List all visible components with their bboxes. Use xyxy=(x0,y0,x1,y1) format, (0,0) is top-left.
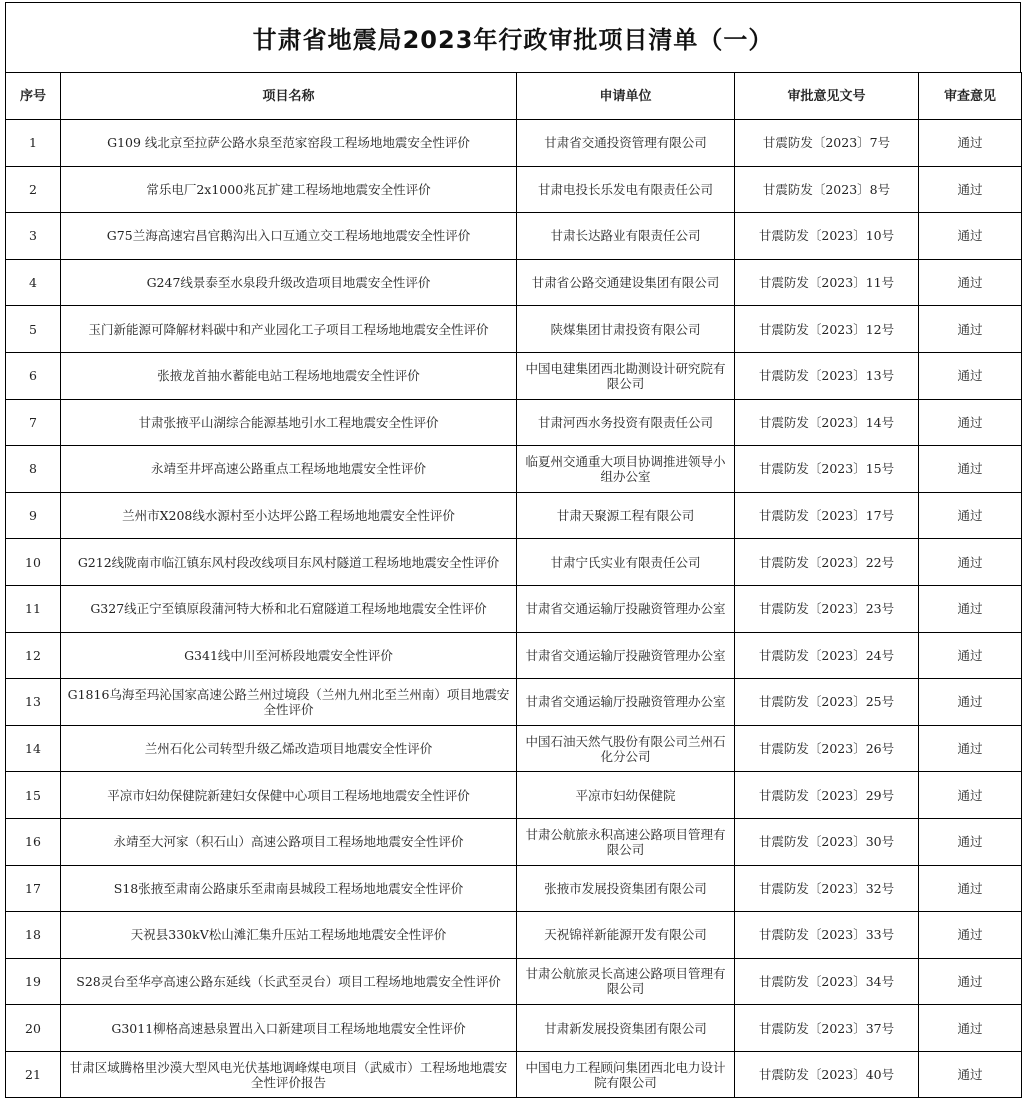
table-row xyxy=(6,213,1022,260)
header-approval-doc-number: 审批意见文号 xyxy=(735,73,919,120)
review-opinion-cell: 通过 xyxy=(919,120,1022,167)
approval-doc-number-cell: 甘震防发〔2023〕14号 xyxy=(735,399,919,446)
project-name-cell: 天祝县330kV松山滩汇集升压站工程场地地震安全性评价 xyxy=(61,912,517,959)
table-row xyxy=(6,1051,1022,1098)
table-row xyxy=(6,632,1022,679)
applicant-unit-cell: 甘肃公航旅灵长高速公路项目管理有限公司 xyxy=(517,958,735,1005)
review-opinion-cell: 通过 xyxy=(919,585,1022,632)
review-opinion-cell: 通过 xyxy=(919,306,1022,353)
applicant-unit-cell: 甘肃省交通运输厅投融资管理办公室 xyxy=(517,679,735,726)
table-row xyxy=(6,912,1022,959)
project-name-cell: 兰州石化公司转型升级乙烯改造项目地震安全性评价 xyxy=(61,725,517,772)
applicant-unit-cell: 甘肃新发展投资集团有限公司 xyxy=(517,1005,735,1052)
applicant-unit-cell: 甘肃电投长乐发电有限责任公司 xyxy=(517,166,735,213)
serial-number-cell: 2 xyxy=(6,166,61,213)
project-name-cell: 永靖至大河家（积石山）高速公路项目工程场地地震安全性评价 xyxy=(61,818,517,865)
approval-doc-number-cell: 甘震防发〔2023〕26号 xyxy=(735,725,919,772)
table-row xyxy=(6,539,1022,586)
table-row xyxy=(6,585,1022,632)
review-opinion-cell: 通过 xyxy=(919,725,1022,772)
applicant-unit-cell: 甘肃省交通投资管理有限公司 xyxy=(517,120,735,167)
table-row xyxy=(6,772,1022,819)
serial-number-cell: 14 xyxy=(6,725,61,772)
serial-number-cell: 17 xyxy=(6,865,61,912)
project-name-cell: G247线景泰至水泉段升级改造项目地震安全性评价 xyxy=(61,259,517,306)
applicant-unit-cell: 天祝锦祥新能源开发有限公司 xyxy=(517,912,735,959)
serial-number-cell: 11 xyxy=(6,585,61,632)
table-body xyxy=(6,120,1022,1098)
applicant-unit-cell: 陕煤集团甘肃投资有限公司 xyxy=(517,306,735,353)
applicant-unit-cell: 甘肃省交通运输厅投融资管理办公室 xyxy=(517,585,735,632)
serial-number-cell: 4 xyxy=(6,259,61,306)
project-name-cell: 永靖至井坪高速公路重点工程场地地震安全性评价 xyxy=(61,446,517,493)
header-serial-number: 序号 xyxy=(6,73,61,120)
serial-number-cell: 1 xyxy=(6,120,61,167)
table-row xyxy=(6,818,1022,865)
review-opinion-cell: 通过 xyxy=(919,772,1022,819)
approval-doc-number-cell: 甘震防发〔2023〕33号 xyxy=(735,912,919,959)
serial-number-cell: 10 xyxy=(6,539,61,586)
table-row xyxy=(6,399,1022,446)
table-row xyxy=(6,865,1022,912)
applicant-unit-cell: 甘肃天聚源工程有限公司 xyxy=(517,492,735,539)
table-row xyxy=(6,352,1022,399)
applicant-unit-cell: 中国电建集团西北勘测设计研究院有限公司 xyxy=(517,352,735,399)
review-opinion-cell: 通过 xyxy=(919,259,1022,306)
serial-number-cell: 8 xyxy=(6,446,61,493)
table-row xyxy=(6,679,1022,726)
project-name-cell: 张掖龙首抽水蓄能电站工程场地地震安全性评价 xyxy=(61,352,517,399)
approval-doc-number-cell: 甘震防发〔2023〕40号 xyxy=(735,1051,919,1098)
applicant-unit-cell: 临夏州交通重大项目协调推进领导小组办公室 xyxy=(517,446,735,493)
table-row xyxy=(6,1005,1022,1052)
approval-doc-number-cell: 甘震防发〔2023〕23号 xyxy=(735,585,919,632)
approval-doc-number-cell: 甘震防发〔2023〕10号 xyxy=(735,213,919,260)
project-name-cell: 兰州市X208线水源村至小达坪公路工程场地地震安全性评价 xyxy=(61,492,517,539)
project-name-cell: G3011柳格高速悬泉置出入口新建项目工程场地地震安全性评价 xyxy=(61,1005,517,1052)
applicant-unit-cell: 甘肃宁氏实业有限责任公司 xyxy=(517,539,735,586)
approval-doc-number-cell: 甘震防发〔2023〕7号 xyxy=(735,120,919,167)
approval-list-document xyxy=(5,2,1021,1098)
project-name-cell: 甘肃张掖平山湖综合能源基地引水工程地震安全性评价 xyxy=(61,399,517,446)
project-name-cell: G75兰海高速宕昌官鹅沟出入口互通立交工程场地地震安全性评价 xyxy=(61,213,517,260)
approval-doc-number-cell: 甘震防发〔2023〕32号 xyxy=(735,865,919,912)
serial-number-cell: 5 xyxy=(6,306,61,353)
project-name-cell: G327线正宁至镇原段蒲河特大桥和北石窟隧道工程场地地震安全性评价 xyxy=(61,585,517,632)
approval-doc-number-cell: 甘震防发〔2023〕17号 xyxy=(735,492,919,539)
approval-doc-number-cell: 甘震防发〔2023〕24号 xyxy=(735,632,919,679)
review-opinion-cell: 通过 xyxy=(919,958,1022,1005)
review-opinion-cell: 通过 xyxy=(919,818,1022,865)
applicant-unit-cell: 甘肃河西水务投资有限责任公司 xyxy=(517,399,735,446)
project-name-cell: 甘肃区域腾格里沙漠大型风电光伏基地调峰煤电项目（武威市）工程场地地震安全性评价报告 xyxy=(61,1051,517,1098)
serial-number-cell: 3 xyxy=(6,213,61,260)
serial-number-cell: 16 xyxy=(6,818,61,865)
approval-doc-number-cell: 甘震防发〔2023〕37号 xyxy=(735,1005,919,1052)
table-row xyxy=(6,725,1022,772)
serial-number-cell: 6 xyxy=(6,352,61,399)
approval-doc-number-cell: 甘震防发〔2023〕8号 xyxy=(735,166,919,213)
serial-number-cell: 7 xyxy=(6,399,61,446)
review-opinion-cell: 通过 xyxy=(919,1005,1022,1052)
project-name-cell: G109 线北京至拉萨公路水泉至范家窑段工程场地地震安全性评价 xyxy=(61,120,517,167)
applicant-unit-cell: 张掖市发展投资集团有限公司 xyxy=(517,865,735,912)
project-name-cell: S18张掖至肃南公路康乐至肃南县城段工程场地地震安全性评价 xyxy=(61,865,517,912)
review-opinion-cell: 通过 xyxy=(919,632,1022,679)
table-row xyxy=(6,166,1022,213)
approval-doc-number-cell: 甘震防发〔2023〕13号 xyxy=(735,352,919,399)
review-opinion-cell: 通过 xyxy=(919,492,1022,539)
applicant-unit-cell: 甘肃长达路业有限责任公司 xyxy=(517,213,735,260)
approval-table xyxy=(5,72,1022,1098)
review-opinion-cell: 通过 xyxy=(919,865,1022,912)
approval-doc-number-cell: 甘震防发〔2023〕15号 xyxy=(735,446,919,493)
project-name-cell: G341线中川至河桥段地震安全性评价 xyxy=(61,632,517,679)
table-row xyxy=(6,259,1022,306)
project-name-cell: S28灵台至华亭高速公路东延线（长武至灵台）项目工程场地地震安全性评价 xyxy=(61,958,517,1005)
page-title: 甘肃省地震局2023年行政审批项目清单（一） xyxy=(5,2,1021,72)
applicant-unit-cell: 中国石油天然气股份有限公司兰州石化分公司 xyxy=(517,725,735,772)
approval-doc-number-cell: 甘震防发〔2023〕30号 xyxy=(735,818,919,865)
table-header xyxy=(6,73,1022,120)
review-opinion-cell: 通过 xyxy=(919,352,1022,399)
serial-number-cell: 20 xyxy=(6,1005,61,1052)
review-opinion-cell: 通过 xyxy=(919,446,1022,493)
review-opinion-cell: 通过 xyxy=(919,399,1022,446)
table-row xyxy=(6,306,1022,353)
table-row xyxy=(6,120,1022,167)
serial-number-cell: 15 xyxy=(6,772,61,819)
review-opinion-cell: 通过 xyxy=(919,539,1022,586)
approval-doc-number-cell: 甘震防发〔2023〕22号 xyxy=(735,539,919,586)
approval-doc-number-cell: 甘震防发〔2023〕11号 xyxy=(735,259,919,306)
project-name-cell: G212线陇南市临江镇东风村段改线项目东风村隧道工程场地地震安全性评价 xyxy=(61,539,517,586)
project-name-cell: 玉门新能源可降解材料碳中和产业园化工子项目工程场地地震安全性评价 xyxy=(61,306,517,353)
table-row xyxy=(6,446,1022,493)
review-opinion-cell: 通过 xyxy=(919,1051,1022,1098)
applicant-unit-cell: 中国电力工程顾问集团西北电力设计院有限公司 xyxy=(517,1051,735,1098)
header-project-name: 项目名称 xyxy=(61,73,517,120)
serial-number-cell: 21 xyxy=(6,1051,61,1098)
project-name-cell: G1816乌海至玛沁国家高速公路兰州过境段（兰州九州北至兰州南）项目地震安全性评价 xyxy=(61,679,517,726)
applicant-unit-cell: 甘肃省公路交通建设集团有限公司 xyxy=(517,259,735,306)
approval-doc-number-cell: 甘震防发〔2023〕29号 xyxy=(735,772,919,819)
table-row xyxy=(6,492,1022,539)
serial-number-cell: 18 xyxy=(6,912,61,959)
applicant-unit-cell: 甘肃公航旅永积高速公路项目管理有限公司 xyxy=(517,818,735,865)
review-opinion-cell: 通过 xyxy=(919,166,1022,213)
applicant-unit-cell: 平凉市妇幼保健院 xyxy=(517,772,735,819)
review-opinion-cell: 通过 xyxy=(919,912,1022,959)
project-name-cell: 常乐电厂2x1000兆瓦扩建工程场地地震安全性评价 xyxy=(61,166,517,213)
header-review-opinion: 审查意见 xyxy=(919,73,1022,120)
serial-number-cell: 9 xyxy=(6,492,61,539)
review-opinion-cell: 通过 xyxy=(919,213,1022,260)
serial-number-cell: 13 xyxy=(6,679,61,726)
serial-number-cell: 19 xyxy=(6,958,61,1005)
approval-doc-number-cell: 甘震防发〔2023〕25号 xyxy=(735,679,919,726)
project-name-cell: 平凉市妇幼保健院新建妇女保健中心项目工程场地地震安全性评价 xyxy=(61,772,517,819)
approval-doc-number-cell: 甘震防发〔2023〕34号 xyxy=(735,958,919,1005)
header-applicant-unit: 申请单位 xyxy=(517,73,735,120)
header-row xyxy=(6,73,1022,120)
review-opinion-cell: 通过 xyxy=(919,679,1022,726)
approval-doc-number-cell: 甘震防发〔2023〕12号 xyxy=(735,306,919,353)
serial-number-cell: 12 xyxy=(6,632,61,679)
applicant-unit-cell: 甘肃省交通运输厅投融资管理办公室 xyxy=(517,632,735,679)
table-row xyxy=(6,958,1022,1005)
